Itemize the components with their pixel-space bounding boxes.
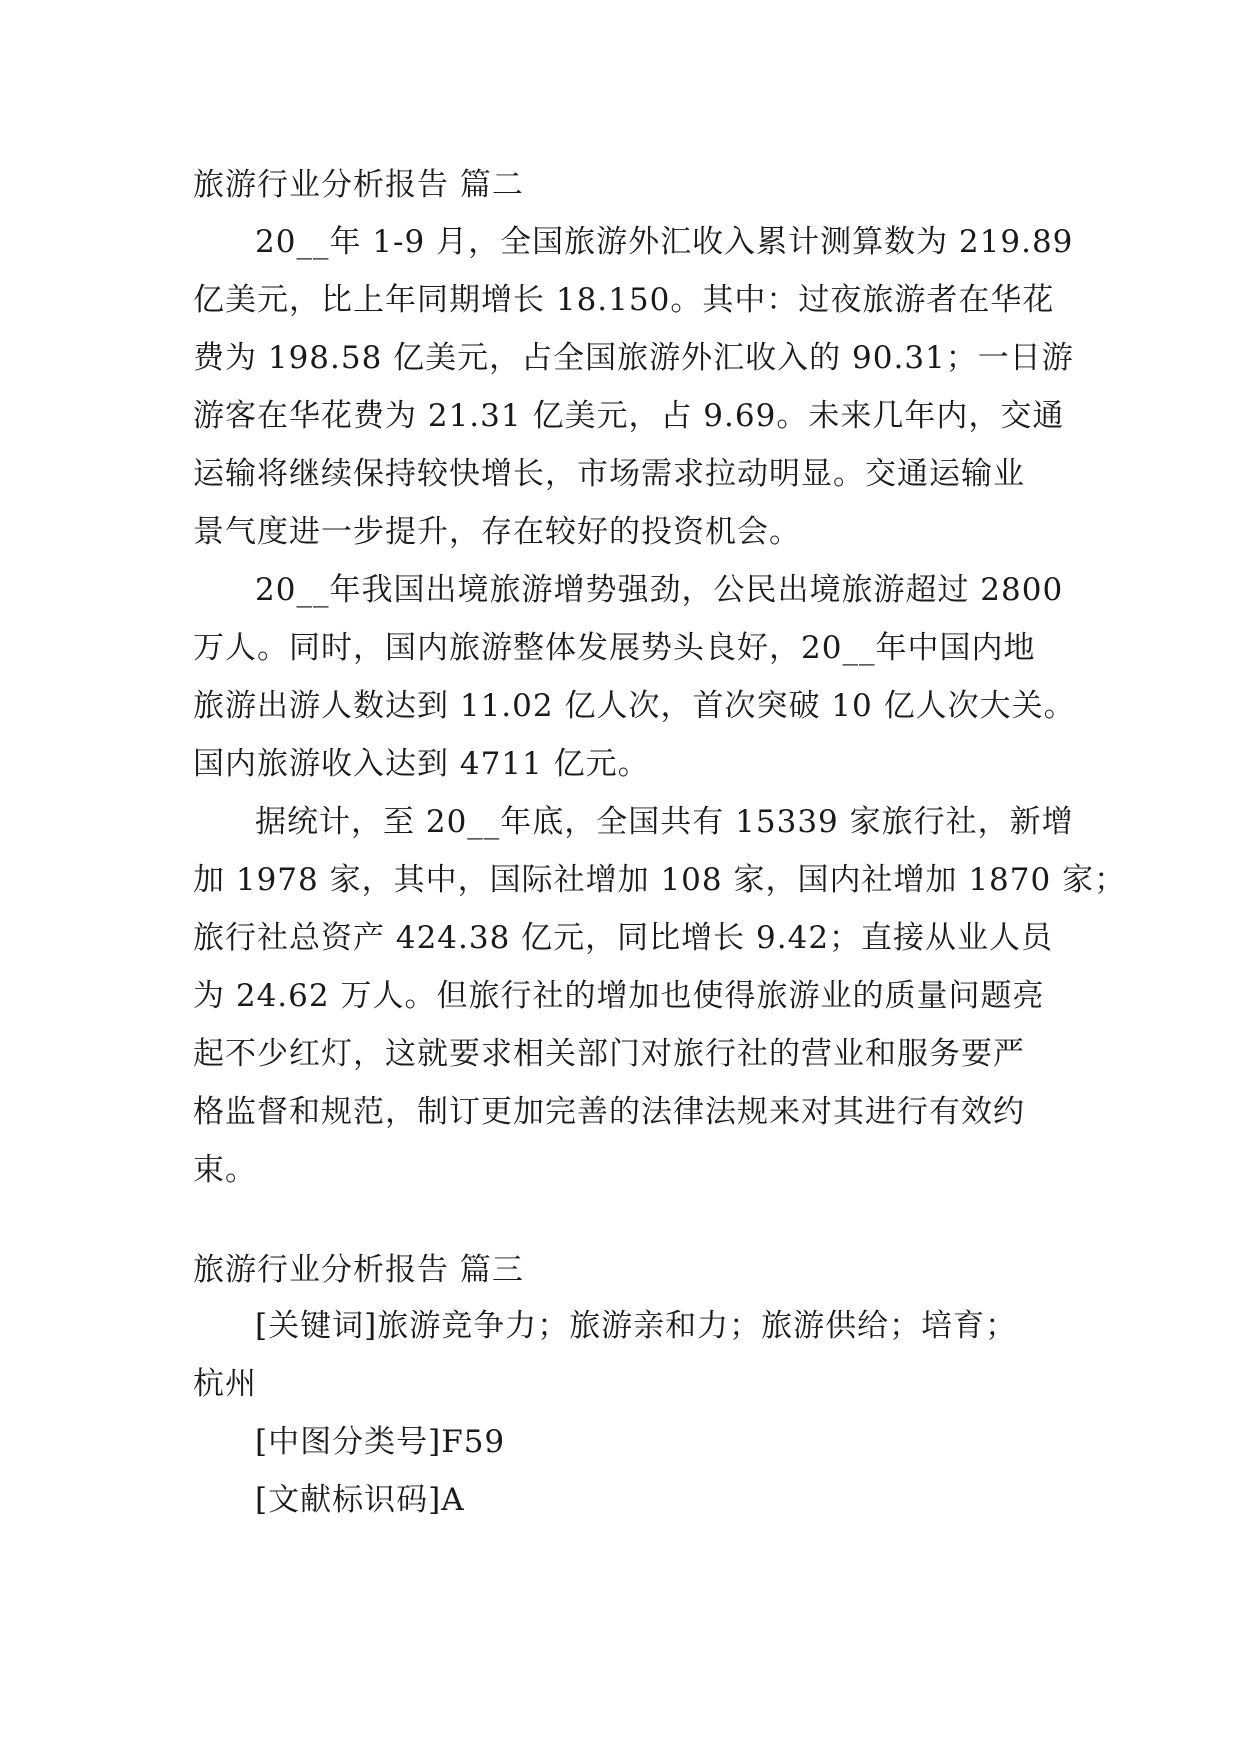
paragraph-line: 游客在华花费为 21.31 亿美元，占 9.69。未来几年内，交通 [193, 398, 1065, 434]
section-title: 旅游行业分析报告 篇三 [193, 1252, 524, 1288]
paragraph-line: 束。 [193, 1152, 257, 1188]
paragraph-line: 20__年我国出境旅游增势强劲，公民出境旅游超过 2800 [255, 572, 1064, 608]
keywords-line: [关键词]旅游竞争力；旅游亲和力；旅游供给；培育； [255, 1308, 1018, 1344]
paragraph-line: 景气度进一步提升，存在较好的投资机会。 [193, 514, 801, 550]
keywords-line: 杭州 [193, 1366, 257, 1402]
paragraph-line: 旅游出游人数达到 11.02 亿人次，首次突破 10 亿人次大关。 [193, 688, 1076, 724]
paragraph-line: 20__年 1-9 月，全国旅游外汇收入累计测算数为 219.89 [255, 224, 1074, 260]
paragraph-line: 旅行社总资产 424.38 亿元，同比增长 9.42；直接从业人员 [193, 920, 1054, 956]
classification-number: [中图分类号]F59 [255, 1424, 506, 1460]
paragraph-line: 费为 198.58 亿美元，占全国旅游外汇收入的 90.31；一日游 [193, 340, 1074, 376]
paragraph-line: 为 24.62 万人。但旅行社的增加也使得旅游业的质量问题亮 [193, 978, 1045, 1014]
document-code: [文献标识码]A [255, 1482, 465, 1518]
paragraph-line: 起不少红灯，这就要求相关部门对旅行社的营业和服务要严 [193, 1036, 1025, 1072]
paragraph-line: 据统计，至 20__年底，全国共有 15339 家旅行社，新增 [255, 804, 1074, 840]
paragraph-line: 万人。同时，国内旅游整体发展势头良好，20__年中国内地 [193, 630, 1036, 666]
paragraph-line: 格监督和规范，制订更加完善的法律法规来对其进行有效约 [193, 1094, 1025, 1130]
paragraph-line: 加 1978 家，其中，国际社增加 108 家，国内社增加 1870 家； [193, 862, 1127, 898]
paragraph-line: 国内旅游收入达到 4711 亿元。 [193, 746, 650, 782]
section-title: 旅游行业分析报告 篇二 [193, 167, 524, 203]
paragraph-line: 运输将继续保持较快增长，市场需求拉动明显。交通运输业 [193, 456, 1025, 492]
paragraph-line: 亿美元，比上年同期增长 18.150。其中：过夜旅游者在华花 [193, 282, 1055, 318]
